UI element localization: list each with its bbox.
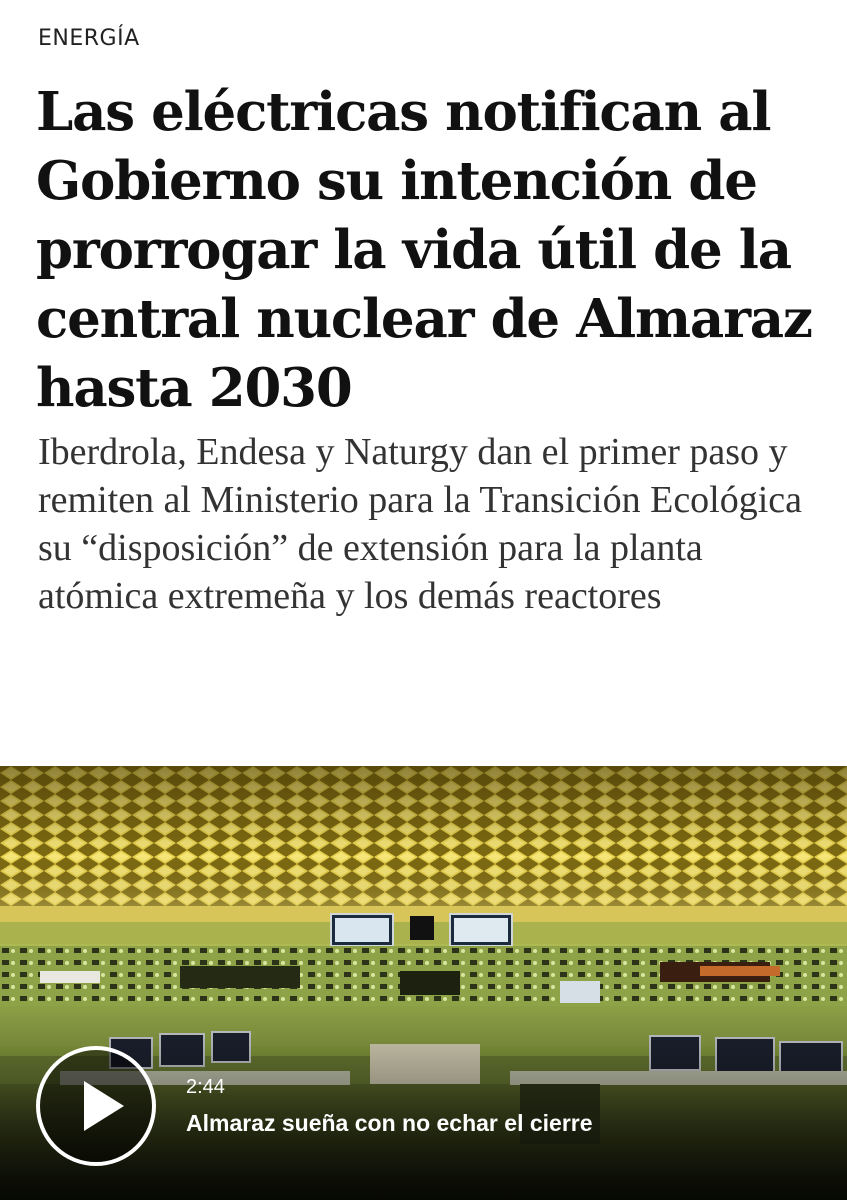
video-play-button[interactable]	[36, 1046, 156, 1166]
video-title[interactable]: Almaraz sueña con no echar el cierre	[186, 1110, 593, 1136]
play-icon	[84, 1081, 124, 1131]
article-subheadline: Iberdrola, Endesa y Naturgy dan el primer paso y remiten al Ministerio para la Transición Ecológica su “disposición” de extensión para la planta atómica extremeña y los demás reactores	[38, 431, 803, 617]
video-duration: 2:44	[186, 1076, 225, 1098]
article-headline: Las eléctricas notifican al Gobierno su intención de prorrogar la vida útil de la central nuclear de Almaraz hasta 2030	[36, 81, 812, 419]
section-label[interactable]: ENERGÍA	[38, 26, 140, 51]
